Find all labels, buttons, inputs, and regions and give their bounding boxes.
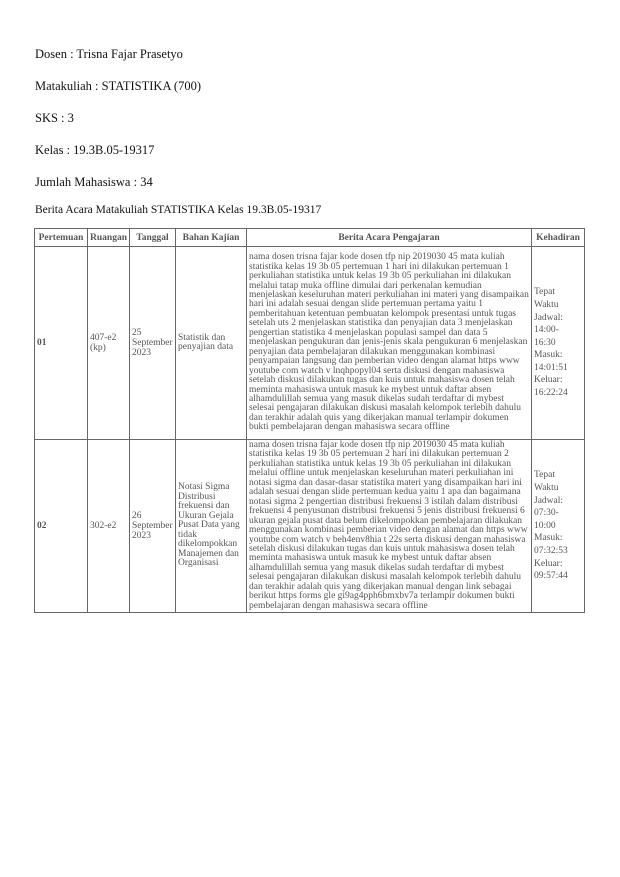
student-count-line: Jumlah Mahasiswa : 34 (35, 175, 153, 189)
cell-bahan-kajian: Statistik dan penyajian data (176, 247, 247, 440)
col-header-pertemuan: Pertemuan (35, 229, 88, 247)
course-line: Matakuliah : STATISTIKA (700) (35, 79, 201, 93)
col-header-ruangan: Ruangan (88, 229, 130, 247)
kehadiran-line: Jadwal: (534, 495, 564, 506)
cell-pertemuan: 02 (35, 440, 88, 613)
kehadiran-line: Keluar: (534, 558, 563, 569)
cell-tanggal: 25 September 2023 (130, 247, 176, 440)
kehadiran-line: Waktu (534, 483, 559, 493)
table-caption: Berita Acara Matakuliah STATISTIKA Kelas 19.3B.05-19317 (35, 204, 322, 216)
cell-berita-acara: nama dosen trisna fajar kode dosen tfp nip 2019030 45 mata kuliah statistika kelas 19 3b 05 pertemuan 1 hari ini dilakukan pertemuan 1 perkuliahan statistika untuk kelas 19 3b 05 perkuliahan ini dilakukan melalui tatap muka offline dimulai dari perkenalan kemudian menjelaskan keseluruhan materi perkuliahan ini materi yang disampaikan hari ini adalah sesuai dengan slide pertemuan pertama yaitu 1 pemberitahuan ketentuan pembuatan kelompok presentasi untuk tugas setelah uts 2 menjelaskan statistika dan penyajian data 3 menjelaskan pengertian statistika 4 menjelaskan populasi sampel dan data 5 menjelaskan pengukuran dan jenis-jenis skala pengukuran 6 menjelaskan penyajian data pembelajaran dilakukan menggunakan kombinasi penyampaian langsung dan pemberian video dengan alamat https www youtube com watch v lnqhpopyl04 serta diskusi dengan mahasiswa setelah diskusi dilakukan tugas dan kuis untuk mahasiswa dosen telah meminta mahasiswa untuk masuk ke mybest untuk daftar absen alhamdulillah semua yang masuk dikelas sudah terdaftar di mybest selesai pengajaran dilakukan diskusi masalah kelompok terlebih dahulu dan terakhir adalah quis yang dikerjakan manual terlampir dokumen bukti pembelajaran dengan mahasiswa secara offline (247, 247, 532, 440)
kehadiran-line: Masuk: (534, 533, 563, 544)
kehadiran-line: 09:57:44 (534, 571, 568, 582)
kehadiran-line: Jadwal: (534, 312, 564, 323)
course-info (35, 46, 201, 206)
kehadiran-line: Tepat (534, 470, 555, 481)
cell-ruangan: 302-e2 (88, 440, 130, 613)
cell-kehadiran (532, 440, 585, 613)
cell-bahan-kajian: Notasi Sigma Distribusi frekuensi dan Ukuran Gejala Pusat Data yang tidak dikelompokkan Manajemen dan Organisasi (176, 440, 247, 613)
table-row (35, 440, 585, 613)
kehadiran-line: 14:01:51 (534, 362, 568, 373)
cell-kehadiran (532, 247, 585, 440)
kehadiran-line: 14:00- (534, 325, 559, 336)
col-header-kehadiran: Kehadiran (532, 229, 585, 247)
kehadiran-line: Masuk: (534, 350, 563, 361)
col-header-berita-acara: Berita Acara Pengajaran (247, 229, 532, 247)
cell-pertemuan: 01 (35, 247, 88, 440)
col-header-tanggal: Tanggal (130, 229, 176, 247)
table-row (35, 247, 585, 440)
col-header-bahan-kajian: Bahan Kajian (176, 229, 247, 247)
cell-berita-acara: nama dosen trisna fajar kode dosen tfp nip 2019030 45 mata kuliah statistika kelas 19 3b 05 pertemuan 2 hari ini dilakukan pertemuan 2 perkuliahan statistika untuk kelas 19 3b 05 perkuliahan ini dilakukan melalui offline untuk menjelaskan keseluruhan materi perkuliahan ini notasi sigma dan dasar-dasar statistika materi yang disampaikan hari ini adalah sesuai dengan slide pertemuan kedua yaitu 1 apa dan bagaimana notasi sigma 2 pengertian distribusi frekuensi 3 istilah dalam distribusi frekuensi 4 penyusunan distribusi frekuensi 5 jenis distribusi frekuensi 6 ukuran gejala pusat data belum dikelompokkan pembelajaran dilakukan menggunakan kombinasi pemberian video dengan alamat dan https www youtube com watch v beh4env8hia t 22s serta diskusi dengan mahasiswa setelah diskusi dilakukan tugas dan kuis untuk mahasiswa dosen telah meminta mahasiswa untuk masuk ke mybest untuk daftar absen alhamdulillah semua yang masuk dikelas sudah terdaftar di mybest selesai pengajaran dilakukan diskusi masalah kelompok terlebih dahulu dan terakhir adalah quis yang dikerjakan manual dengan link sebagai berikut https forms gle gi9ag4pph6bmxbv7a terlampir dokumen bukti pembelajaran dengan mahasiswa secara offline (247, 440, 532, 613)
kehadiran-line: Waktu (534, 299, 559, 310)
table-header-row (35, 229, 585, 247)
kehadiran-line: Keluar: (534, 375, 563, 386)
kehadiran-line: 16:22:24 (534, 388, 568, 399)
cell-tanggal: 26 September 2023 (130, 440, 176, 613)
cell-ruangan: 407-e2 (kp) (88, 247, 130, 440)
kehadiran-line: 16:30 (534, 337, 556, 348)
class-line: Kelas : 19.3B.05-19317 (35, 143, 155, 157)
kehadiran-line: 07:32:53 (534, 545, 568, 556)
credits-line: SKS : 3 (35, 111, 74, 125)
lecturer-line: Dosen : Trisna Fajar Prasetyo (35, 47, 183, 61)
kehadiran-line: Tepat (534, 287, 555, 298)
kehadiran-line: 10:00 (534, 520, 556, 531)
lecture-report-table (34, 228, 585, 613)
kehadiran-line: 07:30- (534, 508, 559, 519)
